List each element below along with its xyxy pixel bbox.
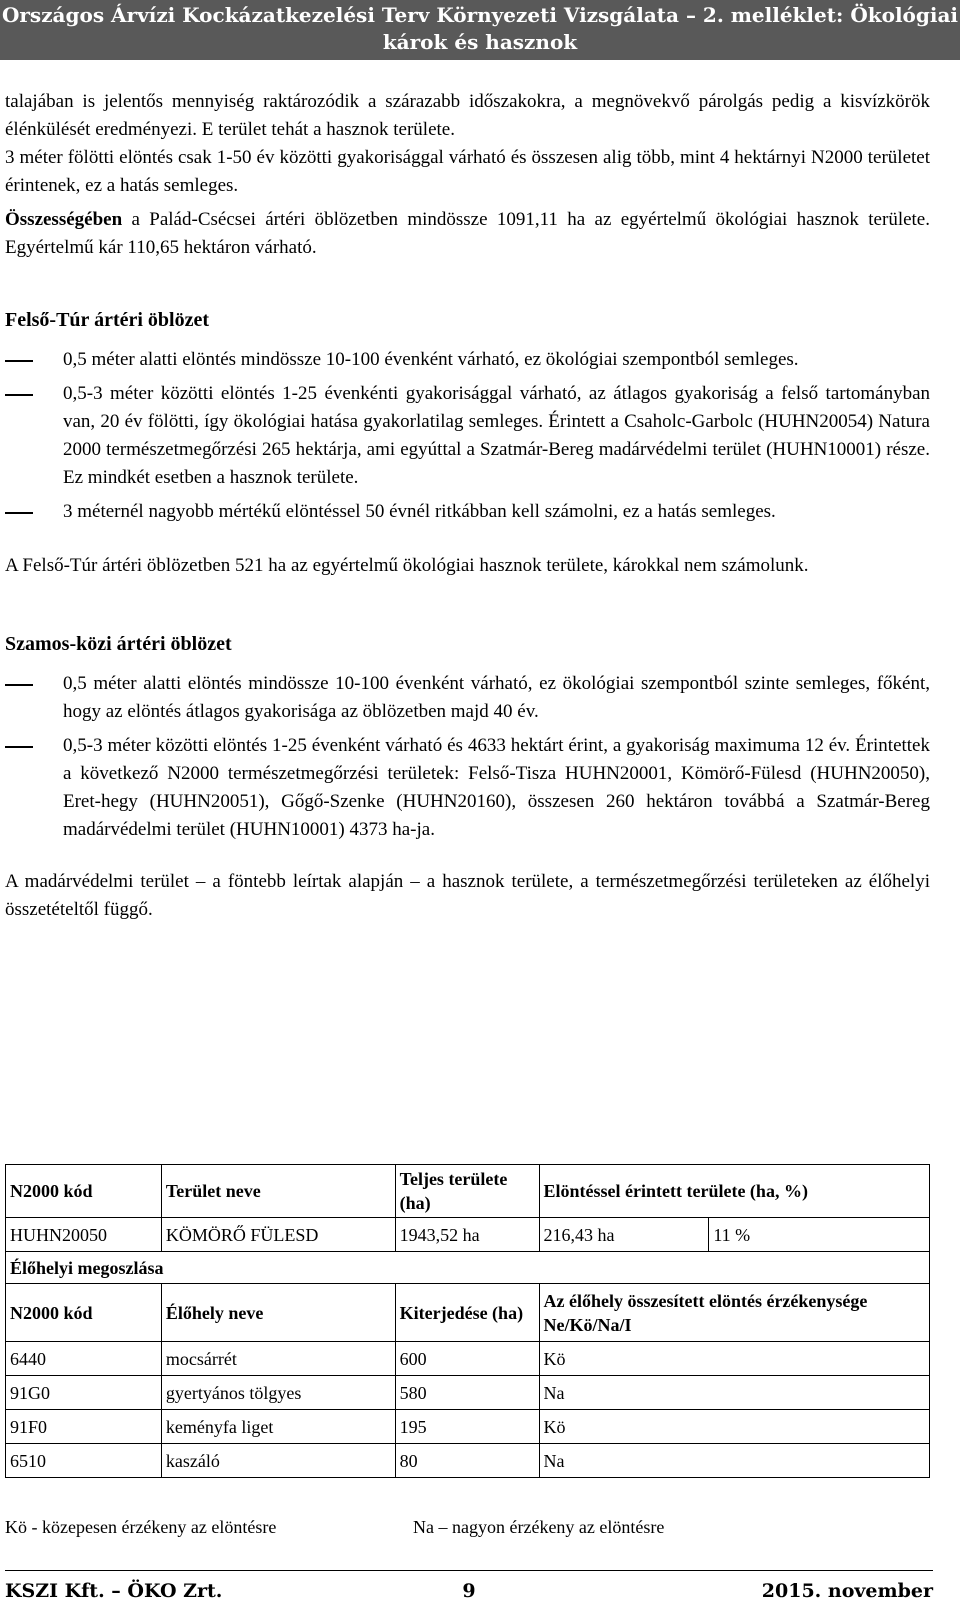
habitat-label-row [6,1252,930,1284]
szamos-summary: A madárvédelmi terület – a föntebb leírtak alapján – a hasznok területe, a természetmegőrzési területeken az élőhelyi összetételtől függő. [5,871,930,920]
legend-ko: Kö - közepesen érzékeny az elöntésre [5,1517,277,1537]
dash-bullet-icon [5,346,63,374]
list-item: 0,5 méter alatti elöntés mindössze 10-100 évenként várható, ez ökológiai szempontból semleges. [5,346,930,374]
list-item: 0,5-3 méter közötti elöntés 1-25 évenként várható és 4633 hektárt érint, a gyakoriság maximuma 12 év. Érintettek a következő N2000 természetmegőrzési területek: Felső-Tisza HUHN20001, Kömörő-Fülesd (HUHN20050), Eret-hegy (HUHN20051), Gőgő-Szenke (HUHN20160), összesen 260 hektáron továbbá a Szatmár-Bereg madárvédelmi terület (HUHN10001) 4373 ha-ja. [5,732,930,844]
header-line-1: Országos Árvízi Kockázatkezelési Terv Környezeti Vizsgálata – 2. melléklet: Ökológiai [1,3,959,27]
page-number: 9 [462,1580,476,1602]
table-row: 6440 mocsárrét 600 Kö [6,1342,930,1376]
dash-bullet-icon [5,380,63,408]
section-title-szamos: Szamos-közi ártéri öblözet [5,633,232,655]
header-total-area: Teljes területe (ha) [395,1165,539,1218]
list-item: 0,5 méter alatti elöntés mindössze 10-100 évenként várható, ez ökológiai szempontból szinte semleges, főként, hogy az elöntés átlagos gyakorisága az öblözetben majd 40 év. [5,670,930,726]
dash-bullet-icon [5,498,63,526]
felso-tur-summary: A Felső-Túr ártéri öblözetben 521 ha az egyértelmű ökológiai hasznok területe, károkkal nem számolunk. [5,555,809,576]
header-n2000-code: N2000 kód [6,1165,162,1218]
natura2000-table [5,1164,930,1478]
header-extent: Kiterjedése (ha) [395,1284,539,1342]
habitat-header-row [6,1284,930,1342]
intro-paragraph-2: 3 méter fölötti elöntés csak 1-50 év közötti gyakorisággal várható és összesen alig több, mint 4 hektárnyi N2000 területet érintenek, ez a hatás semleges. [5,147,930,196]
running-header [0,0,960,60]
table-row: HUHN20050 KÖMÖRŐ FÜLESD 1943,52 ha 216,43 ha 11 % [6,1218,930,1252]
footer-authors: KSZI Kft. – ÖKO Zrt. [5,1580,223,1602]
dash-bullet-icon [5,732,63,760]
header-affected-area: Elöntéssel érintett területe (ha, %) [539,1165,929,1218]
header-site-name: Terület neve [161,1165,395,1218]
header-sensitivity: Az élőhely összesített elöntés érzékenysége Ne/Kö/Na/I [539,1284,929,1342]
summary-text: a Palád-Csécsei ártéri öblözetben mindössze 1091,11 ha az egyértelmű ökológiai hasznok területe. Egyértelmű kár 110,65 hektáron várható. [5,209,930,258]
table-row: 91G0 gyertyános tölgyes 580 Na [6,1376,930,1410]
dash-bullet-icon [5,670,63,698]
summary-keyword: Összességében [5,209,123,230]
habitat-distribution-label: Élőhelyi megoszlása [6,1252,930,1284]
header-habitat-code: N2000 kód [6,1284,162,1342]
intro-paragraph-3 [5,206,930,262]
natura2000-table-wrapper [5,1164,930,1478]
table-row: 6510 kaszáló 80 Na [6,1444,930,1478]
szamos-bullet-list [5,670,930,844]
section-title-felso-tur: Felső-Túr ártéri öblözet [5,309,210,331]
legend-na: Na – nagyon érzékeny az elöntésre [413,1517,665,1537]
page-footer [5,1570,933,1605]
list-item: 0,5-3 méter közötti elöntés 1-25 évenkénti gyakorisággal várható, az átlagos gyakoriság a felső tartományban van, 20 év fölötti, így ökológiai hatása gyakorlatilag semleges. Érintett a Csaholc-Garbolc (HUHN20054) Natura 2000 természetmegőrzési 265 hektárja, ami egyúttal a Szatmár-Bereg madárvédelmi terület (HUHN10001) része. Ez mindkét esetben a hasznok területe. [5,380,930,492]
list-item: 3 méternél nagyobb mértékű elöntéssel 50 évnél ritkábban kell számolni, ez a hatás semleges. [5,498,930,526]
felso-tur-bullet-list [5,346,930,526]
body-content [5,88,930,924]
intro-paragraph-1: talajában is jelentős mennyiség raktározódik a szárazabb időszakokra, a megnövekvő párolgás pedig a kisvízkörök élénkülését eredményezi. E terület tehát a hasznok területe. [5,91,930,140]
footer-date: 2015. november [761,1580,933,1602]
table-legend [5,1515,930,1539]
header-habitat-name: Élőhely neve [161,1284,395,1342]
header-line-2: károk és hasznok [382,30,578,54]
table-row: 91F0 keményfa liget 195 Kö [6,1410,930,1444]
table-header-row [6,1165,930,1218]
